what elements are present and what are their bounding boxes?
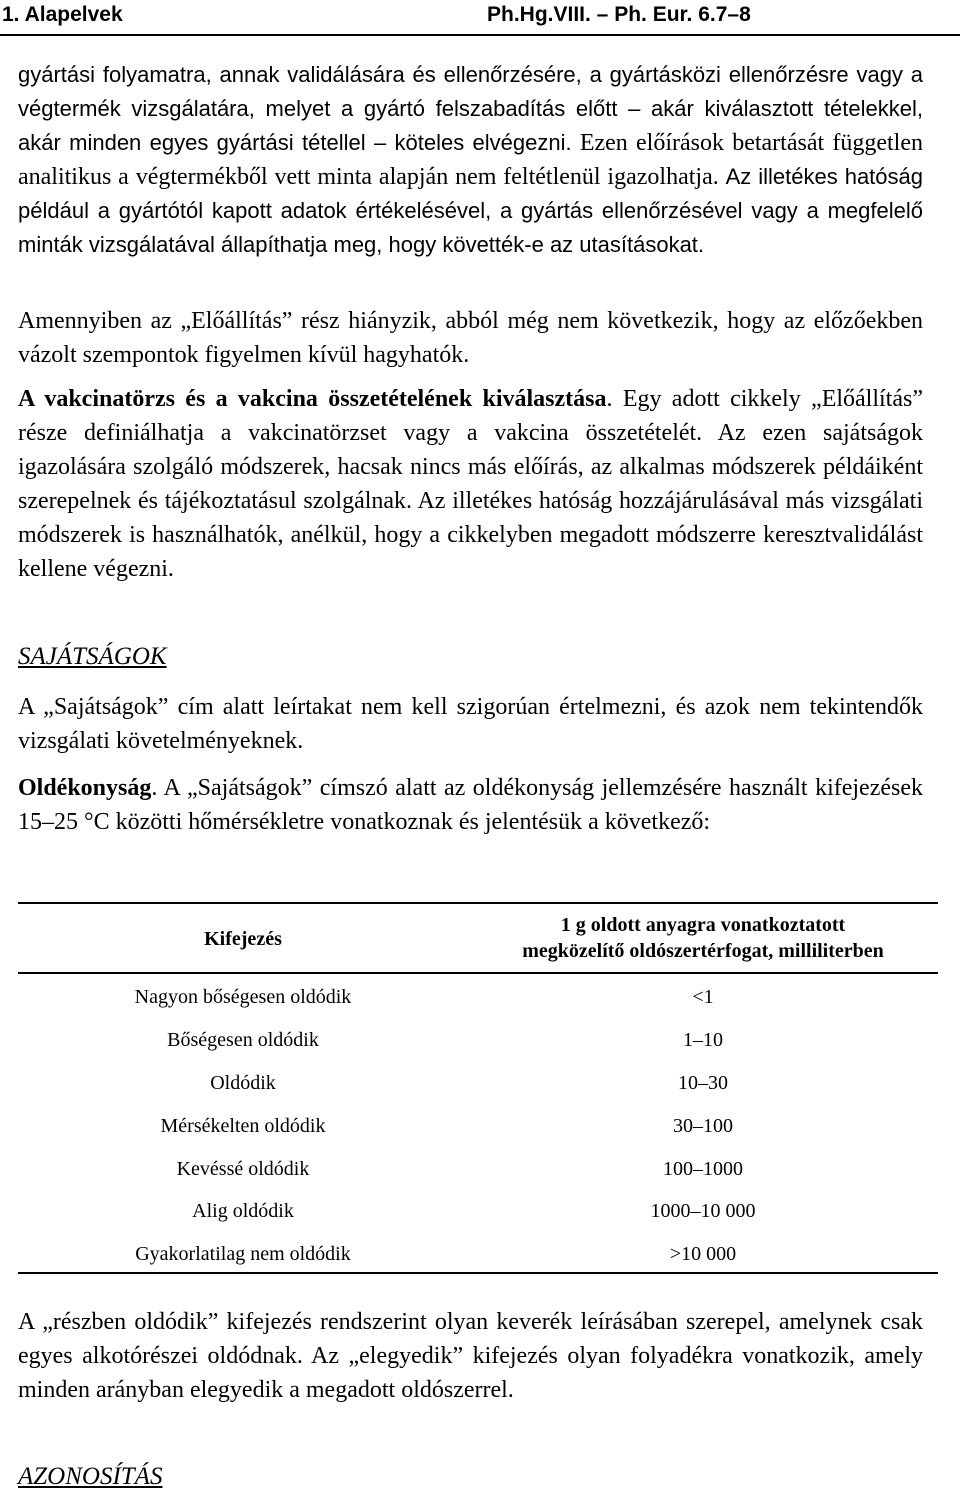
table-row xyxy=(18,1064,938,1107)
page-header xyxy=(0,0,960,36)
table-header-term: Kifejezés xyxy=(204,928,282,950)
section-heading-properties: SAJÁTSÁGOK xyxy=(18,643,167,670)
paragraph-vaccine-strain xyxy=(18,382,923,586)
header-pharmacopoeia-ref: Ph.Hg.VIII. – Ph. Eur. 6.7–8 xyxy=(487,3,751,26)
table-cell-term: Alig oldódik xyxy=(192,1200,294,1222)
table-cell-term: Mérsékelten oldódik xyxy=(160,1115,326,1137)
table-cell-volume: 30–100 xyxy=(673,1115,733,1137)
header-section-title: 1. Alapelvek xyxy=(2,3,123,26)
table-row xyxy=(18,1021,938,1064)
solubility-heading: Oldékonyság xyxy=(18,775,152,801)
paragraph-serif-part: Ezen előírások betartását független analitikus a végtermékből vett minta alapján nem feltétlenül igazolhatja. xyxy=(18,130,923,190)
paragraph-properties: A „Sajátságok” cím alatt leírtakat nem kell szigorúan értelmezni, és azok nem tekintendők vizsgálati követelményeknek. xyxy=(18,694,923,754)
table-cell-term: Gyakorlatilag nem oldódik xyxy=(135,1243,351,1265)
table-row xyxy=(18,1107,938,1150)
paragraph-solubility xyxy=(18,771,923,839)
table-cell-term: Kevéssé oldódik xyxy=(176,1158,310,1180)
table-cell-term: Oldódik xyxy=(210,1072,276,1094)
paragraph-production-intro xyxy=(18,58,923,262)
solubility-text: . A „Sajátságok” címszó alatt az oldékonyság jellemzésére használt kifejezések 15–25 °C közötti hőmérsékletre vonatkoznak és jelentésük a következő: xyxy=(18,775,923,835)
table-row xyxy=(18,978,938,1021)
paragraph-production-missing: Amennyiben az „Előállítás” rész hiányzik, abból még nem következik, hogy az előzőekben vázolt szempontok figyelmen kívül hagyhatók. xyxy=(18,308,923,368)
section-heading-identification: AZONOSÍTÁS xyxy=(18,1463,163,1490)
table-cell-volume: 1000–10 000 xyxy=(650,1200,756,1222)
table-rule-bottom xyxy=(18,1272,938,1274)
table-rule-header xyxy=(18,972,938,974)
paragraph-sans-part: gyártási folyamatra, annak validálására és ellenőrzésére, a gyártásközi ellenőrzésre vagy a végtermék vizsgálatára, melyet a gyártó felszabadítás előtt – akár kiválasztott tételekkel, akár minden egyes gyártási tétellel – köteles elvégezni. xyxy=(18,62,923,155)
table-row xyxy=(18,1150,938,1193)
paragraph-partial-solubility: A „részben oldódik” kifejezés rendszerint olyan keverék leírásában szerepel, amelynek csak egyes alkotórészei oldódnak. Az „elegyedik” kifejezés olyan folyadékra vonatkozik, amely minden arányban elegyedik a megadott oldószerrel. xyxy=(18,1309,923,1403)
table-cell-volume: <1 xyxy=(692,986,714,1008)
table-row xyxy=(18,1192,938,1235)
table-cell-volume: 1–10 xyxy=(683,1029,723,1051)
table-cell-volume: 100–1000 xyxy=(663,1158,743,1180)
table-cell-volume: 10–30 xyxy=(678,1072,728,1094)
table-cell-volume: >10 000 xyxy=(669,1243,737,1265)
table-cell-term: Nagyon bőségesen oldódik xyxy=(134,986,352,1008)
vaccine-strain-text: . Egy adott cikkely „Előállítás” része definiálhatja a vakcinatörzset vagy a vakcina összetételét. Az ezen sajátságok igazolására szolgáló módszerek, hacsak nincs más előírás, az alkalmas módszerek példáiként szerepelnek és tájékoztatásul szolgálnak. Az illetékes hatóság hozzájárulásával más vizsgálati módszerek is használhatók, anélkül, hogy a cikkelyben megadott módszerre keresztvalidálást kellene végezni. xyxy=(18,386,923,582)
table-cell-term: Bőségesen oldódik xyxy=(167,1029,319,1051)
table-header-volume-line1: 1 g oldott anyagra vonatkoztatott xyxy=(560,914,846,936)
vaccine-strain-heading: A vakcinatörzs és a vakcina összetételének kiválasztása xyxy=(18,386,607,412)
table-header-volume-line2: megközelítő oldószertérfogat, milliliterben xyxy=(522,940,884,962)
table-rule-top xyxy=(18,902,938,904)
table-header-volume xyxy=(468,912,938,964)
paragraph-sans-part-2: Az illetékes hatóság például a gyártótól kapott adatok értékelésével, a gyártás ellenőrzésével vagy a megfelelő minták vizsgálatával állapíthatja meg, hogy követték-e az utasításokat. xyxy=(18,164,924,257)
